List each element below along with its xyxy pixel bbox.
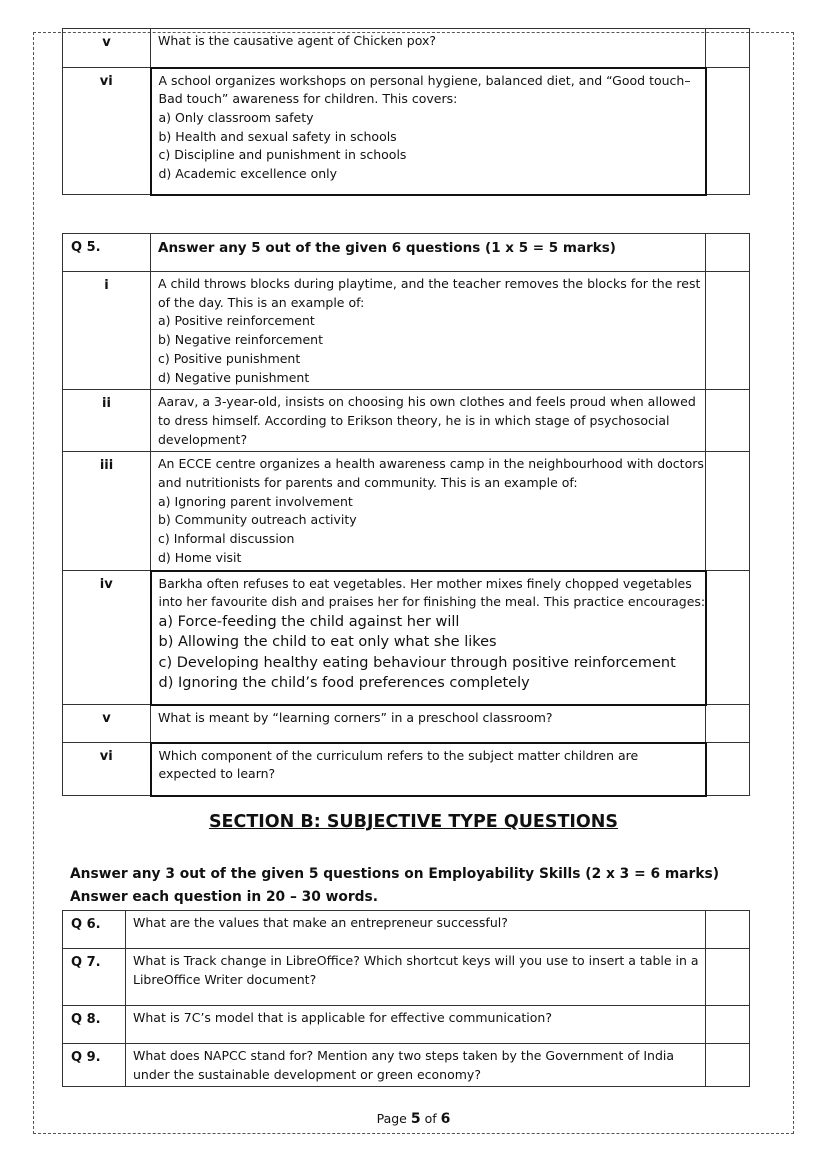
- question-text: Which component of the curriculum refers to the subject matter children are expected to learn?: [151, 743, 706, 796]
- footer-of-word: of: [424, 1111, 437, 1126]
- table-row: [63, 571, 750, 705]
- table-row: [63, 743, 750, 796]
- marks-cell: [706, 452, 750, 571]
- table-row: [63, 452, 750, 571]
- marks-cell: [706, 272, 750, 390]
- question-heading: Answer any 5 out of the given 6 questions (1 x 5 = 5 marks): [151, 234, 706, 272]
- question-table-q5: [62, 233, 750, 797]
- footer-current-page: 5: [410, 1111, 421, 1127]
- table-row: [63, 272, 750, 390]
- marks-cell: [706, 911, 750, 949]
- question-number: Q 7.: [63, 949, 126, 1006]
- marks-cell: [706, 390, 750, 452]
- question-number: Q 8.: [63, 1006, 126, 1044]
- table-row: [63, 1006, 750, 1044]
- question-text: Aarav, a 3-year-old, insists on choosing his own clothes and feels proud when allowed to dress himself. According to Erikson theory, he is in which stage of psychosocial development?: [151, 390, 706, 452]
- section-instruction: Answer each question in 20 – 30 words.: [70, 889, 379, 905]
- question-number: Q 6.: [63, 911, 126, 949]
- question-number: vi: [63, 68, 151, 195]
- table-row: [63, 949, 750, 1006]
- question-number: vi: [63, 743, 151, 796]
- marks-cell: [706, 743, 750, 796]
- page-footer: [0, 1111, 827, 1127]
- marks-cell: [706, 1044, 750, 1087]
- question-text: What are the values that make an entrepreneur successful?: [126, 911, 706, 949]
- marks-cell: [706, 234, 750, 272]
- section-instruction: Answer any 3 out of the given 5 questions on Employability Skills (2 x 3 = 6 marks): [70, 866, 720, 882]
- table-row: [63, 1044, 750, 1087]
- question-number: Q 9.: [63, 1044, 126, 1087]
- marks-cell: [706, 705, 750, 743]
- table-row: [63, 234, 750, 272]
- question-number: ii: [63, 390, 151, 452]
- table-row: [63, 705, 750, 743]
- marks-cell: [706, 1006, 750, 1044]
- question-table-continued: [62, 28, 750, 196]
- footer-page-word: Page: [376, 1111, 407, 1126]
- question-number: iv: [63, 571, 151, 705]
- question-text: What is 7C’s model that is applicable for effective communication?: [126, 1006, 706, 1044]
- marks-cell: [706, 949, 750, 1006]
- question-text: A school organizes workshops on personal hygiene, balanced diet, and “Good touch– Bad touch” awareness for children. This covers: a) Only classroom safety b) Health and sexual safety in schools c) Discipline and punishment in schools d) Academic excellence only: [151, 68, 706, 195]
- question-number: v: [63, 705, 151, 743]
- marks-cell: [706, 29, 750, 68]
- question-text: What is Track change in LibreOffice? Which shortcut keys will you use to insert a table in a LibreOffice Writer document?: [126, 949, 706, 1006]
- question-text: A child throws blocks during playtime, and the teacher removes the blocks for the rest of the day. This is an example of: a) Positive reinforcement b) Negative reinforcement c) Positive punishment d) Negative punishment: [151, 272, 706, 390]
- table-row: [63, 390, 750, 452]
- question-text: An ECCE centre organizes a health awareness camp in the neighbourhood with doctors and nutritionists for parents and community. This is an example of: a) Ignoring parent involvement b) Community outreach activity c) Informal discussion d) Home visit: [151, 452, 706, 571]
- table-row: [63, 29, 750, 68]
- question-number: v: [63, 29, 151, 68]
- question-number: iii: [63, 452, 151, 571]
- table-row: [63, 68, 750, 195]
- question-text: What is meant by “learning corners” in a preschool classroom?: [151, 705, 706, 743]
- marks-cell: [706, 571, 750, 705]
- question-text: What is the causative agent of Chicken pox?: [151, 29, 706, 68]
- footer-total-pages: 6: [440, 1111, 451, 1127]
- question-number: i: [63, 272, 151, 390]
- question-text: What does NAPCC stand for? Mention any two steps taken by the Government of India under the sustainable development or green economy?: [126, 1044, 706, 1087]
- marks-cell: [706, 68, 750, 195]
- section-title: SECTION B: SUBJECTIVE TYPE QUESTIONS: [208, 812, 619, 832]
- question-number: Q 5.: [63, 234, 151, 272]
- question-table-section-b: [62, 910, 750, 1087]
- question-text: Barkha often refuses to eat vegetables. Her mother mixes finely chopped vegetables into her favourite dish and praises her for finishing the meal. This practice encourages: a) Force-feeding the child against her will b) Allowing the child to eat only what she likes c) Developing healthy eating behaviour through positive reinforcement d) Ignoring the child’s food preferences completely: [151, 571, 706, 705]
- table-row: [63, 911, 750, 949]
